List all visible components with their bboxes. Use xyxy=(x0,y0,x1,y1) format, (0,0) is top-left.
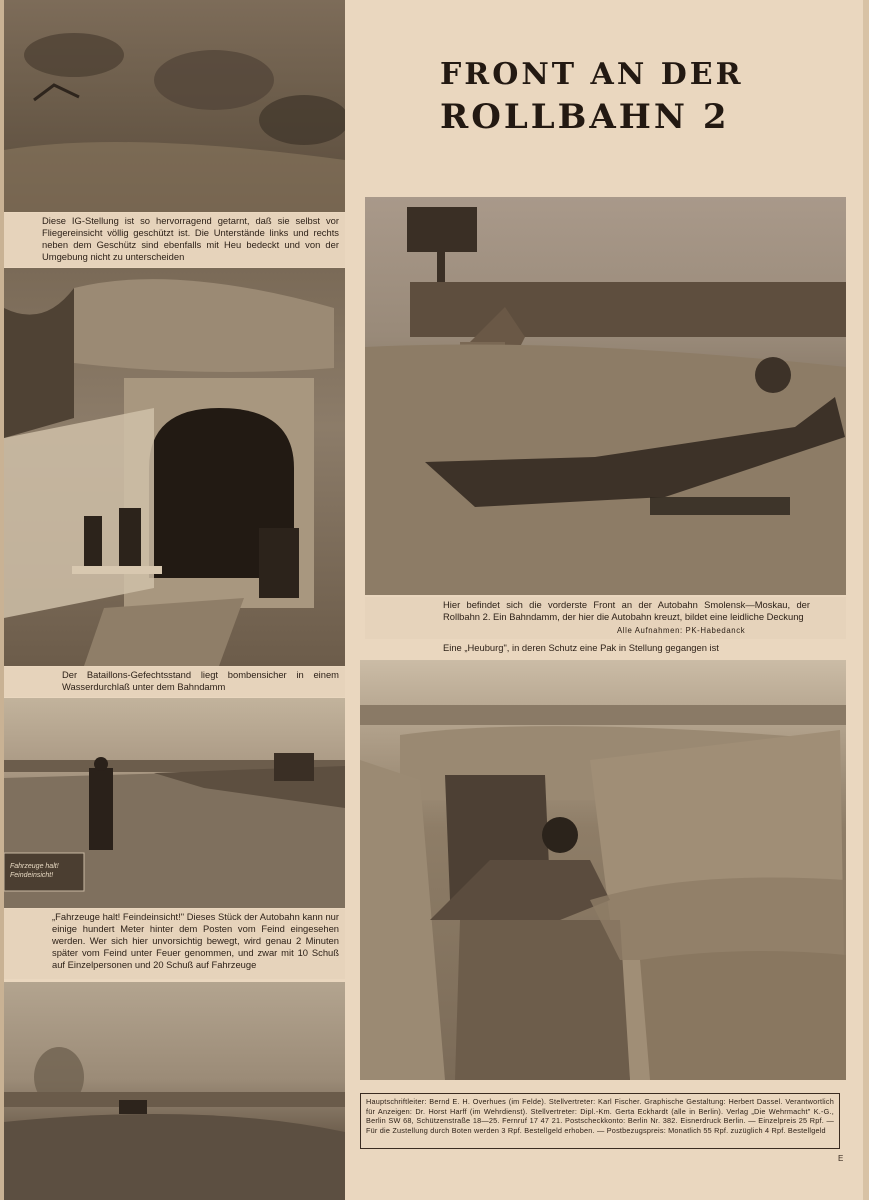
title-line-1: FRONT AN DER xyxy=(440,57,744,92)
photo-fahrzeuge-halt xyxy=(4,698,345,908)
caption-heuburg: Eine „Heuburg", in deren Schutz eine Pak in Stellung gegangen ist xyxy=(443,642,719,653)
caption-gefechtsstand: Der Bataillons-Gefechtsstand liegt bombensicher in einem Wasserdurchlaß unter dem Bahndamm xyxy=(4,667,345,697)
caption-ig-stellung: Diese IG-Stellung ist so hervorragend getarnt, daß sie selbst vor Fliegereinsicht völlig geschützt ist. Die Unterstände links und rechts neben dem Geschütz sind ebenfalls mit Heu bedeckt und von der Umgebung nicht zu unterscheiden xyxy=(4,213,345,267)
page-edge-right xyxy=(863,0,869,1200)
page-title xyxy=(440,55,800,139)
caption-vorderste-front: Hier befindet sich die vorderste Front an der Autobahn Smolensk—Moskau, der Rollbahn 2. Ein Bahndamm, der hier die Autobahn kreuzt, bildet eine leidliche Deckung xyxy=(365,597,846,639)
photo-credit: Alle Aufnahmen: PK-Habedanck xyxy=(617,626,746,635)
title-line-2: ROLLBAHN 2 xyxy=(440,97,730,137)
photo-gefechtsstand xyxy=(4,268,345,666)
imprint-box: Hauptschriftleiter: Bernd E. H. Overhues (im Felde). Stellvertreter: Karl Fischer. Graphische Gestaltung: Herbert Dassel. Verantwortlich für Anzeigen: Dr. Horst Harff (im Wehrdienst). Stellvertreter: Dipl.-Km. Gerta Eckhardt (alle in Berlin). Verlag „Die Wehrmacht" K.-G., Berlin SW 68, Schützenstraße 18—25. Fernruf 17 47 21. Postscheckkonto: Berlin Nr. 382. Eisnerdruck Berlin. — Einzelpreis 25 Rpf. — Für die Zustellung durch Boten werden 3 Rpf. Bestellgeld erhoben. — Postbezugspreis: Monatlich 55 Rpf. zuzüglich 4 Rpf. Bestellgeld xyxy=(360,1093,840,1149)
sign-fahrzeuge-halt: Fahrzeuge halt! Feindeinsicht! xyxy=(10,863,59,879)
photo-heuburg xyxy=(360,660,846,1080)
photo-vorderste-front xyxy=(365,197,846,595)
page-folio: E xyxy=(838,1154,844,1163)
photo-landscape-smoke xyxy=(4,982,345,1200)
caption-fahrzeuge: „Fahrzeuge halt! Feindeinsicht!" Dieses Stück der Autobahn kann nur einige hundert Meter hinter dem Posten vom Feind eingesehen werden. Wer sich hier unvorsichtig bewegt, wird genau 2 Minuten später vom Feind unter Feuer genommen, und zwar mit 10 Schuß auf Einzelpersonen und 20 Schuß auf Fahrzeuge xyxy=(4,909,345,979)
photo-ig-stellung xyxy=(4,0,345,212)
